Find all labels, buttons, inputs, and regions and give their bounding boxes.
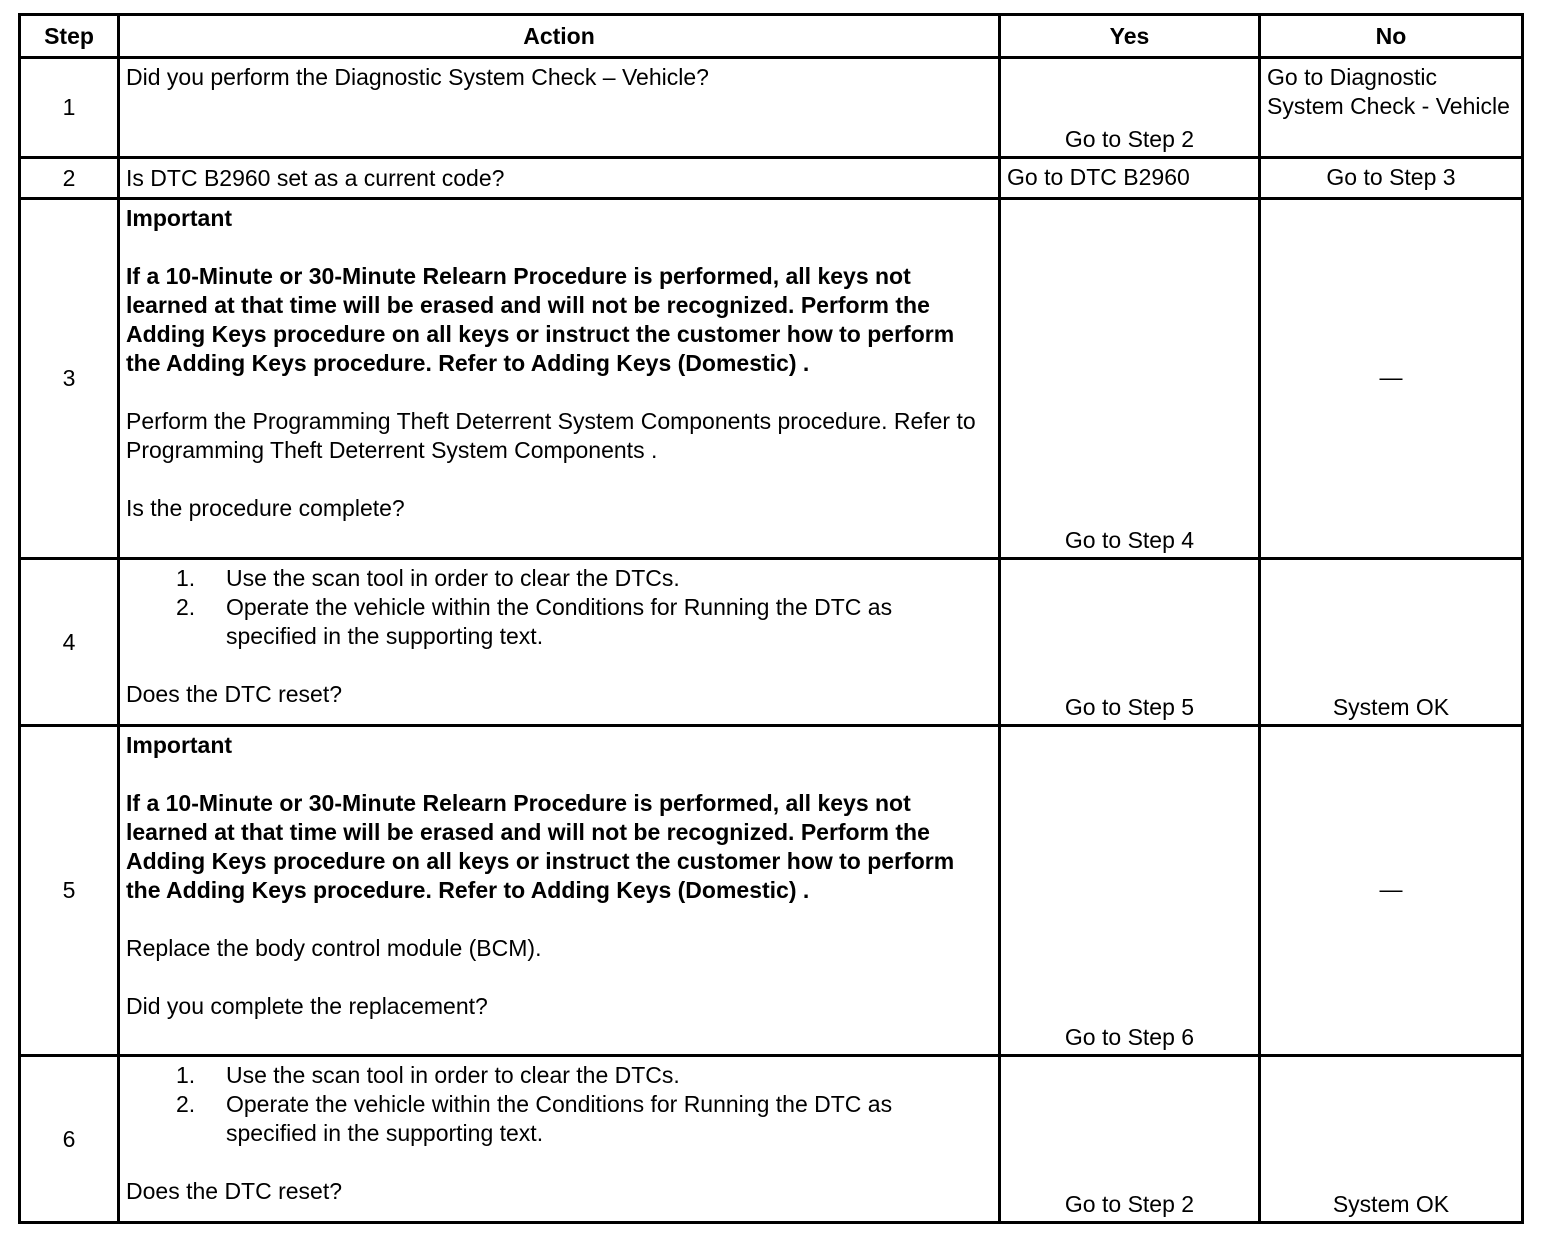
important-text: If a 10-Minute or 30-Minute Relearn Procedure is performed, all keys not learned at that time will be erased and will not be recognized. Perform the Adding Keys procedure on all keys or instruct the customer how to perform the Adding Keys procedure. Refer to Adding Keys (Domestic) . <box>126 263 955 376</box>
no-result: Go to Diagnostic System Check - Vehicle <box>1260 58 1523 158</box>
instruction-text: Perform the Programming Theft Deterrent System Components procedure. Refer to Programming Theft Deterrent System Components . <box>126 408 976 463</box>
action-cell <box>119 559 1000 726</box>
table-row <box>20 726 1523 1056</box>
table-row <box>20 158 1523 199</box>
important-label: Important <box>126 732 233 758</box>
list-text: Use the scan tool in order to clear the DTCs. <box>226 565 680 591</box>
action-text: Did you perform the Diagnostic System Check – Vehicle? <box>119 58 1000 158</box>
header-step: Step <box>20 15 119 58</box>
list-text: Use the scan tool in order to clear the DTCs. <box>226 1062 680 1088</box>
header-action: Action <box>119 15 1000 58</box>
important-text: If a 10-Minute or 30-Minute Relearn Procedure is performed, all keys not learned at that time will be erased and will not be recognized. Perform the Adding Keys procedure on all keys or instruct the customer how to perform the Adding Keys procedure. Refer to Adding Keys (Domestic) . <box>126 790 955 903</box>
list-text: Operate the vehicle within the Conditions for Running the DTC as specified in the supporting text. <box>226 1091 893 1146</box>
diagnostic-table <box>18 13 1524 1224</box>
no-result: — <box>1260 199 1523 559</box>
procedure-list <box>126 1061 992 1148</box>
list-item <box>126 1061 992 1090</box>
action-text: Is DTC B2960 set as a current code? <box>119 158 1000 199</box>
question-text: Is the procedure complete? <box>126 495 405 521</box>
yes-result: Go to Step 2 <box>1000 1056 1260 1223</box>
no-result: Go to Step 3 <box>1260 158 1523 199</box>
yes-result: Go to Step 2 <box>1000 58 1260 158</box>
yes-result: Go to Step 5 <box>1000 559 1260 726</box>
step-number: 5 <box>20 726 119 1056</box>
table-row <box>20 1056 1523 1223</box>
header-yes: Yes <box>1000 15 1260 58</box>
step-number: 2 <box>20 158 119 199</box>
list-number: 1. <box>176 565 196 591</box>
important-label: Important <box>126 205 233 231</box>
header-row <box>20 15 1523 58</box>
list-item <box>126 564 992 593</box>
header-no: No <box>1260 15 1523 58</box>
no-result: System OK <box>1260 559 1523 726</box>
step-number: 1 <box>20 58 119 158</box>
question-text: Did you complete the replacement? <box>126 993 488 1019</box>
action-cell <box>119 1056 1000 1223</box>
list-item <box>126 1090 966 1148</box>
list-text: Operate the vehicle within the Conditions for Running the DTC as specified in the supporting text. <box>226 594 893 649</box>
procedure-list <box>126 564 992 651</box>
no-result: — <box>1260 726 1523 1056</box>
step-number: 3 <box>20 199 119 559</box>
step-number: 4 <box>20 559 119 726</box>
yes-result: Go to Step 6 <box>1000 726 1260 1056</box>
step-number: 6 <box>20 1056 119 1223</box>
action-cell <box>119 199 1000 559</box>
yes-result: Go to DTC B2960 <box>1000 158 1260 199</box>
no-result: System OK <box>1260 1056 1523 1223</box>
table-row <box>20 58 1523 158</box>
list-item <box>126 593 966 651</box>
list-number: 1. <box>176 1062 196 1088</box>
action-cell <box>119 726 1000 1056</box>
table-row <box>20 559 1523 726</box>
question-text: Does the DTC reset? <box>126 1178 343 1204</box>
list-number: 2. <box>176 594 196 620</box>
instruction-text: Replace the body control module (BCM). <box>126 935 542 961</box>
table-row <box>20 199 1523 559</box>
list-number: 2. <box>176 1091 196 1117</box>
yes-result: Go to Step 4 <box>1000 199 1260 559</box>
question-text: Does the DTC reset? <box>126 681 343 707</box>
